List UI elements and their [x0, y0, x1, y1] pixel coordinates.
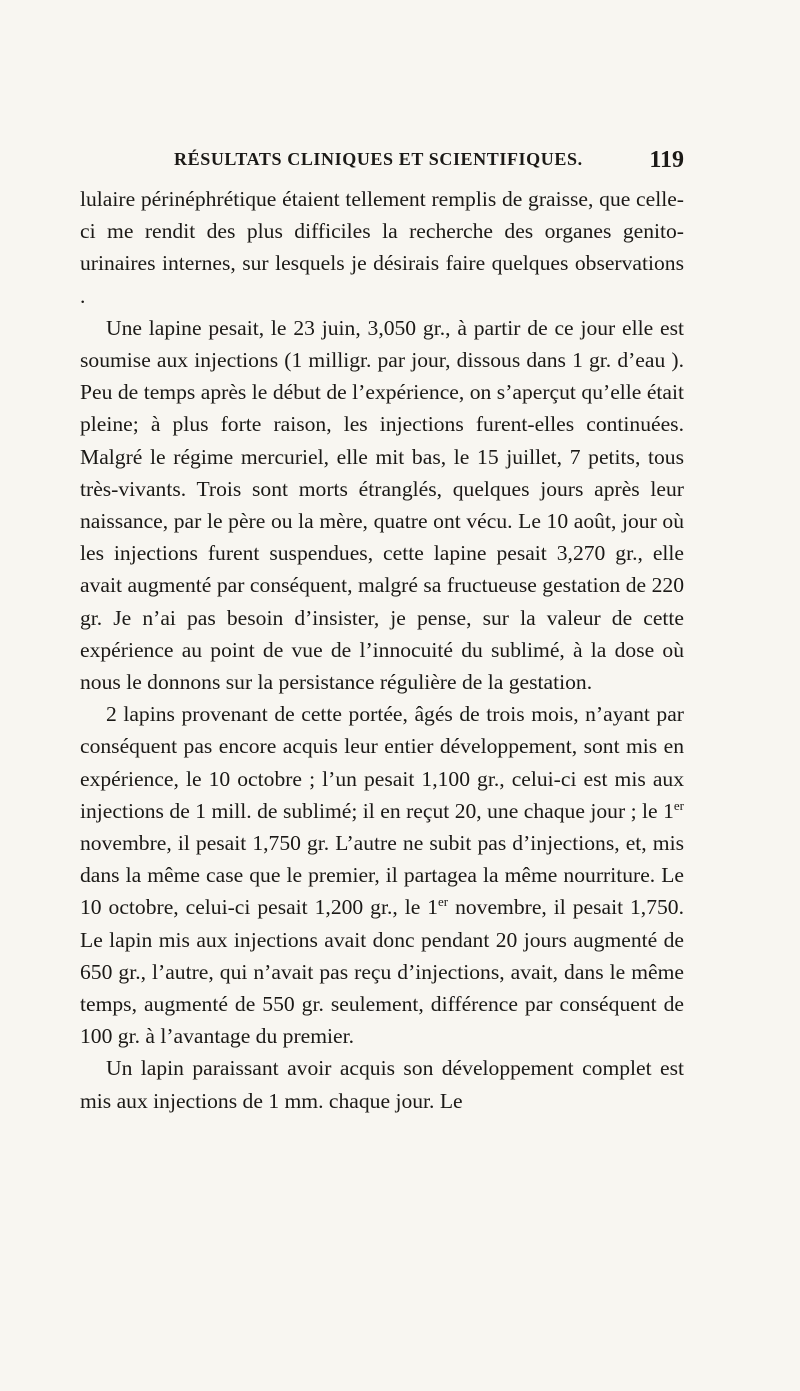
- page-header: [80, 149, 684, 179]
- page-number: 119: [649, 147, 684, 173]
- paragraph-two-rabbits-part-b: novembre, il pesait 1,750 gr. L’autre ne subit pas d’injections, et, mis dans la même case que le premier, il partagea la même nourriture. Le 10 octobre, celui-ci pesait 1,200 gr., le 1: [80, 831, 684, 920]
- paragraph-two-rabbits-part-c: novembre, il pesait 1,750. Le lapin mis aux injections avait donc pendant 20 jours augmenté de 650 gr., l’autre, qui n’avait pas reçu d’injections, avait, dans le même temps, augmenté de 550 gr. seulement, différence par conséquent de 100 gr. à l’avantage du premier.: [80, 895, 684, 1049]
- ordinal-superscript: er: [438, 894, 449, 910]
- paragraph-adult-rabbit: Un lapin paraissant avoir acquis son développement complet est mis aux injections de 1 mm. chaque jour. Le: [80, 1056, 684, 1113]
- paragraph-continuation: lulaire périnéphrétique étaient tellement remplis de graisse, que celle-ci me rendit des plus difficiles la recherche des organes genito-urinaires internes, sur lesquels je désirais faire quelques observations .: [80, 187, 684, 308]
- body-text: [80, 183, 684, 1117]
- paragraph-lapine-experiment: Une lapine pesait, le 23 juin, 3,050 gr., à partir de ce jour elle est soumise aux injections (1 milligr. par jour, dissous dans 1 gr. d’eau ). Peu de temps après le début de l’expérience, on s’aperçut qu’elle était pleine; à plus forte raison, les injections furent-elles continuées. Malgré le régime mercuriel, elle mit bas, le 15 juillet, 7 petits, tous très-vivants. Trois sont morts étranglés, quelques jours après leur naissance, par le père ou la mère, quatre ont vécu. Le 10 août, jour où les injections furent suspendues, cette lapine pesait 3,270 gr., elle avait augmenté par conséquent, malgré sa fructueuse gestation de 220 gr. Je n’ai pas besoin d’insister, je pense, sur la valeur de cette expérience au point de vue de l’innocuité du sublimé, à la dose où nous le donnons sur la persistance régulière de la gestation.: [80, 315, 684, 695]
- paragraph-two-rabbits: [80, 698, 684, 1052]
- running-title: RÉSULTATS CLINIQUES ET SCIENTIFIQUES.: [174, 149, 583, 169]
- paragraph-two-rabbits-part-a: 2 lapins provenant de cette portée, âgés de trois mois, n’ayant par conséquent pas encore acquis leur entier développement, sont mis en expérience, le 10 octobre ; l’un pesait 1,100 gr., celui-ci est mis aux injections de 1 mill. de sublimé; il en reçut 20, une chaque jour ; le 1: [80, 702, 684, 823]
- ordinal-superscript: er: [673, 797, 684, 813]
